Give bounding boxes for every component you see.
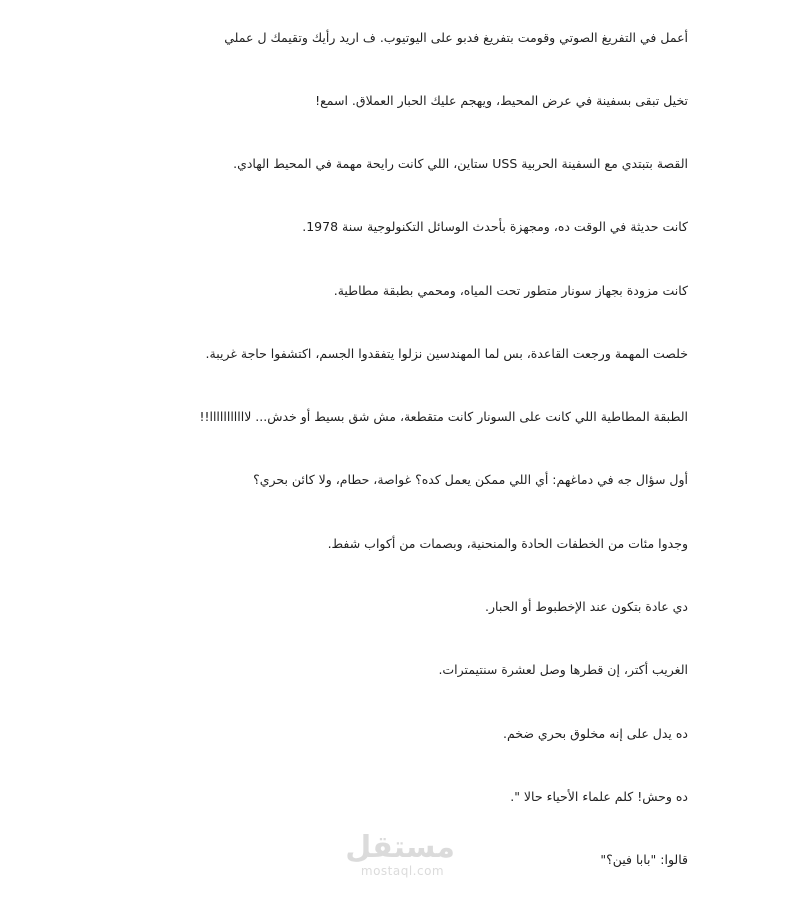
paragraph-line: خلصت المهمة ورجعت القاعدة، بس لما المهندسين نزلوا يتفقدوا الجسم، اكتشفوا حاجة غريبة.	[205, 346, 688, 361]
paragraph-line: أعمل في التفريغ الصوتي وقومت بتفريغ فدبو على اليوتيوب. ف اريد رأيك وتقيمك ل عملي	[224, 30, 688, 45]
paragraph-line: أول سؤال جه في دماغهم: أي اللي ممكن يعمل كده؟ غواصة، حطام، ولا كائن بحري؟	[253, 472, 688, 487]
paragraph-line: دي عادة بتكون عند الإخطبوط أو الحبار.	[485, 599, 688, 614]
paragraph-line: تخيل تبقى بسفينة في عرض المحيط، ويهجم عليك الحبار العملاق. اسمع!	[315, 93, 688, 108]
watermark-latin: mostaql.com	[360, 864, 445, 878]
paragraph-line: كانت مزودة بجهاز سونار متطور تحت المياه، ومحمي بطبقة مطاطية.	[333, 283, 688, 298]
paragraph-line: ده وحش! كلم علماء الأحياء حالا ".	[510, 789, 688, 804]
mostaql-watermark	[345, 830, 455, 884]
paragraph-line: القصة بتبتدي مع السفينة الحربية USS ستاين، اللي كانت رايحة مهمة في المحيط الهادي.	[233, 156, 688, 171]
paragraph-line: كانت حديثة في الوقت ده، ومجهزة بأحدث الوسائل التكنولوجية سنة 1978.	[302, 219, 688, 234]
paragraph-line: الغريب أكتر، إن قطرها وصل لعشرة سنتيمترات.	[438, 662, 688, 677]
paragraph-line: قالوا: "بابا فين؟"	[600, 852, 688, 867]
paragraph-line: الطبقة المطاطية اللي كانت على السونار كانت متقطعة، مش شق بسيط أو خدش... لااااااااااا!!	[199, 409, 688, 424]
paragraph-line: وجدوا مئات من الخطفات الحادة والمنحنية، وبصمات من أكواب شفط.	[327, 536, 688, 551]
paragraph-line: ده يدل على إنه مخلوق بحري ضخم.	[502, 726, 688, 741]
watermark-arabic: مستقل	[345, 830, 455, 865]
